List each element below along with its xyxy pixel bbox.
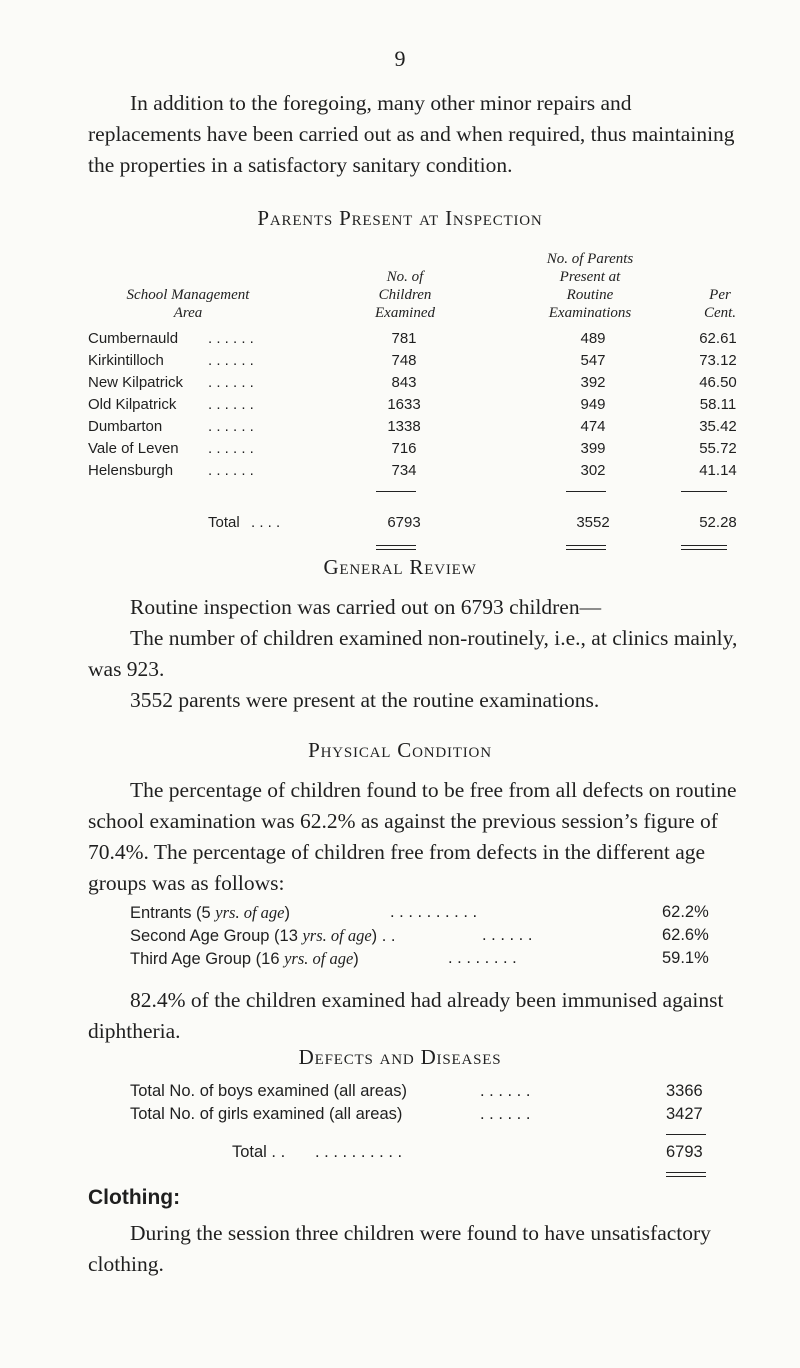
defects-value: 3427: [666, 1105, 703, 1123]
age-group-label-start: Third Age Group (16: [130, 950, 285, 968]
immunised-paragraph: 82.4% of the children examined had already been immunised against diphtheria.: [88, 988, 724, 1043]
header-percent-line1: Per: [709, 287, 731, 303]
general-review-line3: 3552 parents were present at the routine examinations.: [130, 688, 600, 712]
age-group-label: [130, 949, 359, 969]
defects-total-value: 6793: [666, 1143, 703, 1161]
header-parents-line4: Examinations: [548, 305, 632, 321]
defects-label: Total No. of girls examined (all areas): [130, 1105, 403, 1123]
children-total-double-rule: [376, 545, 416, 550]
header-children: [345, 268, 465, 322]
list-item: [130, 903, 730, 925]
row-children: 734: [391, 462, 417, 479]
total-parents: 3552: [576, 514, 610, 531]
age-group-label-end: ) . .: [371, 927, 396, 945]
page-number: 9: [394, 46, 406, 71]
age-group-label-start: Second Age Group (13: [130, 927, 303, 945]
defects-total-row: [130, 1143, 730, 1165]
header-children-line1: No. of: [386, 269, 424, 285]
age-group-label-end: ): [353, 950, 359, 968]
row-leader-dots: . . . . . .: [208, 462, 254, 479]
row-children: 1338: [387, 418, 421, 435]
row-percent: 58.11: [699, 396, 737, 413]
list-item: [130, 1082, 730, 1104]
header-area: [88, 286, 288, 322]
defects-leader-dots: . . . . . .: [480, 1082, 531, 1100]
table-row: [88, 418, 748, 439]
percent-total-double-rule: [681, 545, 727, 550]
age-group-leader-dots: . . . . . . . . . .: [390, 903, 478, 921]
row-parents: 392: [580, 374, 606, 391]
row-parents: 949: [580, 396, 606, 413]
row-leader-dots: . . . . . .: [208, 418, 254, 435]
list-item: [130, 949, 730, 971]
row-area: Cumbernauld: [88, 330, 179, 347]
row-children: 748: [391, 352, 417, 369]
header-parents: [510, 250, 670, 322]
row-parents: 399: [580, 440, 606, 457]
age-group-label-italic: yrs. of age: [215, 903, 285, 922]
age-group-value: 59.1%: [662, 949, 709, 967]
total-leader-dots: . . . .: [251, 514, 281, 531]
row-area: Vale of Leven: [88, 440, 179, 457]
defects-leader-dots: . . . . . .: [480, 1105, 531, 1123]
general-review-line2: The number of children examined non-routinely, i.e., at clinics mainly, was 923.: [88, 626, 738, 681]
row-percent: 55.72: [699, 440, 737, 457]
defects-total-label: Total . .: [232, 1143, 286, 1161]
row-percent: 35.42: [699, 418, 737, 435]
row-area: New Kilpatrick: [88, 374, 184, 391]
header-children-line3: Examined: [375, 305, 435, 321]
row-percent: 46.50: [699, 374, 737, 391]
percent-subtotal-rule: [681, 491, 727, 492]
clothing-paragraph: During the session three children were found to have unsatisfactory clothing.: [88, 1221, 711, 1276]
age-group-value: 62.2%: [662, 903, 709, 921]
row-children: 1633: [387, 396, 421, 413]
parents-table-title: Parents Present at Inspection: [257, 206, 543, 230]
row-parents: 547: [580, 352, 606, 369]
age-group-label-italic: yrs. of age: [302, 926, 372, 945]
row-leader-dots: . . . . . .: [208, 352, 254, 369]
header-area-line2: Area: [173, 305, 203, 321]
total-children: 6793: [387, 514, 421, 531]
table-row: [88, 396, 748, 417]
table-row: [88, 440, 748, 461]
row-children: 781: [391, 330, 417, 347]
intro-paragraph: In addition to the foregoing, many other minor repairs and replacements have been carried out as and when required, thus maintaining the properties in a satisfactory sanitary condition.: [88, 91, 735, 177]
list-item: [130, 926, 730, 948]
row-area: Kirkintilloch: [88, 352, 164, 369]
parents-subtotal-rule: [566, 491, 606, 492]
row-children: 843: [391, 374, 417, 391]
total-percent: 52.28: [699, 514, 737, 531]
row-area: Old Kilpatrick: [88, 396, 177, 413]
table-row: [88, 374, 748, 395]
children-subtotal-rule: [376, 491, 416, 492]
age-group-label-end: ): [284, 904, 290, 922]
header-parents-line1: No. of Parents: [546, 251, 634, 267]
row-children: 716: [391, 440, 417, 457]
row-area: Helensburgh: [88, 462, 174, 479]
defects-total-double-rule: [666, 1172, 706, 1177]
physical-condition-paragraph: The percentage of children found to be free from all defects on routine school examination was 62.2% as against the previous session’s figure of 70.4%. The percentage of children free from defects in the different age groups was as follows:: [88, 778, 737, 895]
header-area-line1: School Management: [126, 287, 250, 303]
row-area: Dumbarton: [88, 418, 163, 435]
row-parents: 474: [580, 418, 606, 435]
header-percent: [680, 286, 760, 322]
total-label: Total: [208, 514, 240, 531]
header-parents-line2: Present at: [559, 269, 621, 285]
age-group-label: [130, 903, 290, 923]
age-group-value: 62.6%: [662, 926, 709, 944]
table-row: [88, 462, 748, 483]
age-group-label-italic: yrs. of age: [284, 949, 354, 968]
header-children-line2: Children: [378, 287, 432, 303]
row-percent: 41.14: [699, 462, 737, 479]
defects-subtotal-rule: [666, 1134, 706, 1135]
header-parents-line3: Routine: [566, 287, 614, 303]
row-leader-dots: . . . . . .: [208, 396, 254, 413]
parents-total-double-rule: [566, 545, 606, 550]
row-leader-dots: . . . . . .: [208, 374, 254, 391]
age-group-label: [130, 926, 396, 946]
list-item: [130, 1105, 730, 1127]
age-group-leader-dots: . . . . . . . .: [448, 949, 517, 967]
row-leader-dots: . . . . . .: [208, 330, 254, 347]
general-review-line1: Routine inspection was carried out on 6793 children—: [130, 595, 602, 619]
defects-heading: Defects and Diseases: [298, 1045, 502, 1069]
table-row: [88, 330, 748, 351]
age-group-leader-dots: . . . . . .: [482, 926, 533, 944]
table-row: [88, 352, 748, 373]
defects-total-leader-dots: . . . . . . . . . .: [315, 1143, 403, 1161]
defects-value: 3366: [666, 1082, 703, 1100]
general-review-heading: General Review: [323, 555, 477, 579]
physical-condition-heading: Physical Condition: [308, 738, 492, 762]
header-percent-line2: Cent.: [703, 305, 737, 321]
row-percent: 62.61: [699, 330, 737, 347]
clothing-heading: Clothing:: [88, 1186, 181, 1209]
age-group-label-start: Entrants (5: [130, 904, 216, 922]
row-percent: 73.12: [699, 352, 737, 369]
table-total-row: [88, 514, 748, 535]
row-leader-dots: . . . . . .: [208, 440, 254, 457]
row-parents: 489: [580, 330, 606, 347]
row-parents: 302: [580, 462, 606, 479]
defects-label: Total No. of boys examined (all areas): [130, 1082, 407, 1100]
